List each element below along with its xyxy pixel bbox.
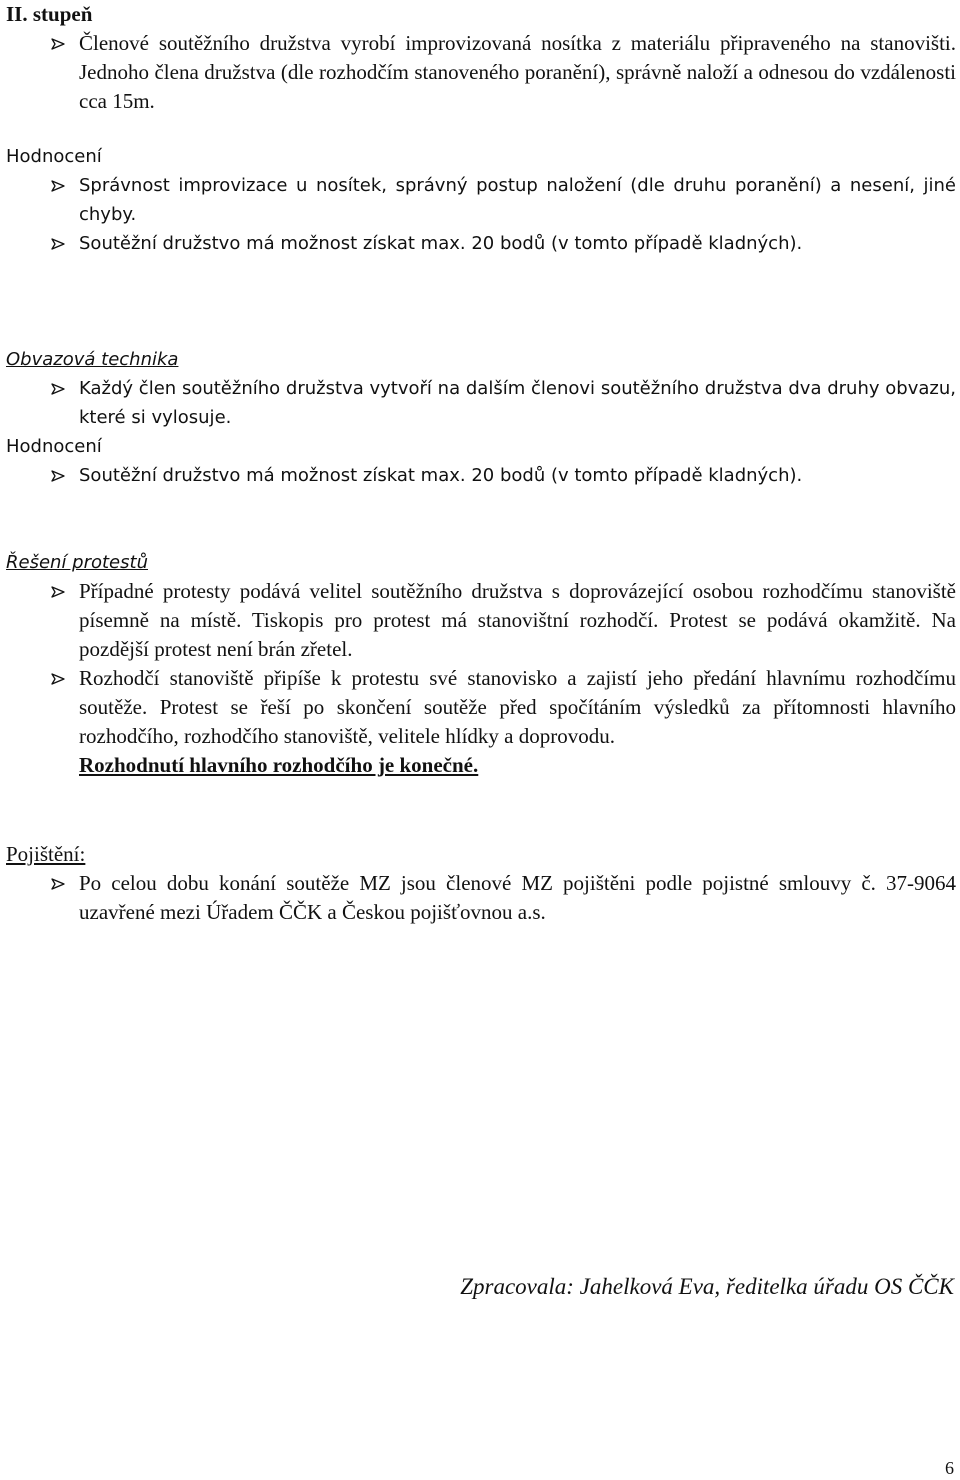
bandage-evaluation-list [6,461,956,490]
list-item: Členové soutěžního družstva vyrobí improvizovaná nosítka z materiálu připraveného na stanovišti. Jednoho člena družstva (dle rozhodčím stanoveného poranění), správně naloží a odnesou do vzdálenosti cca 15m. [6,29,956,116]
insurance-list [6,869,956,927]
arrow-bullet-icon [51,470,65,482]
evaluation1-list [6,171,956,258]
evaluation1-title: Hodnocení [6,146,102,167]
bandage-list [6,374,956,432]
list-item: Správnost improvizace u nosítek, správný postup naložení (dle druhu poranění) a nesení, jiné chyby. [6,171,956,229]
arrow-bullet-icon [51,238,65,250]
list-item: Soutěžní družstvo má možnost získat max. 20 bodů (v tomto případě kladných). [6,461,956,490]
insurance-title: Pojištění: [6,842,86,866]
arrow-bullet-icon [51,586,65,598]
protests-section [6,548,956,780]
protests-list [6,577,956,751]
insurance-section [6,840,956,927]
protests-title: Řešení protestů [6,552,148,573]
signature: Zpracovala: Jahelková Eva, ředitelka úřadu OS ČČK [460,1274,954,1299]
bandage-section [6,345,956,490]
arrow-bullet-icon [51,383,65,395]
arrow-bullet-icon [51,180,65,192]
bandage-title: Obvazová technika [6,349,179,370]
list-item: Po celou dobu konání soutěže MZ jsou členové MZ pojištěni podle pojistné smlouvy č. 37-9064 uzavřené mezi Úřadem ČČK a Českou pojišťovnou a.s. [6,869,956,927]
arrow-bullet-icon [51,673,65,685]
bandage-evaluation-title: Hodnocení [6,436,102,457]
page-number: 6 [945,1458,954,1478]
evaluation1-section [6,142,956,258]
list-item: Soutěžní družstvo má možnost získat max. 20 bodů (v tomto případě kladných). [6,229,956,258]
stage-section [6,0,956,116]
list-item: Rozhodčí stanoviště připíše k protestu své stanovisko a zajistí jeho předání hlavnímu rozhodčímu soutěže. Protest se řeší po skončení soutěže před spočítáním výsledků za přítomnosti hlavního rozhodčího, rozhodčího stanoviště, velitele hlídky a doprovodu. [6,664,956,751]
list-item: Případné protesty podává velitel soutěžního družstva s doprovázející osobou rozhodčímu stanoviště písemně na místě. Tiskopis pro protest má stanovištní rozhodčí. Protest se podává okamžitě. Na pozdější protest není brán zřetel. [6,577,956,664]
arrow-bullet-icon [51,38,65,50]
arrow-bullet-icon [51,878,65,890]
protests-final-note: Rozhodnutí hlavního rozhodčího je konečné. [79,753,479,777]
stage-list [6,29,956,116]
stage-title: II. stupeň [6,2,93,26]
list-item: Každý člen soutěžního družstva vytvoří na dalším členovi soutěžního družstva dva druhy obvazu, které si vylosuje. [6,374,956,432]
